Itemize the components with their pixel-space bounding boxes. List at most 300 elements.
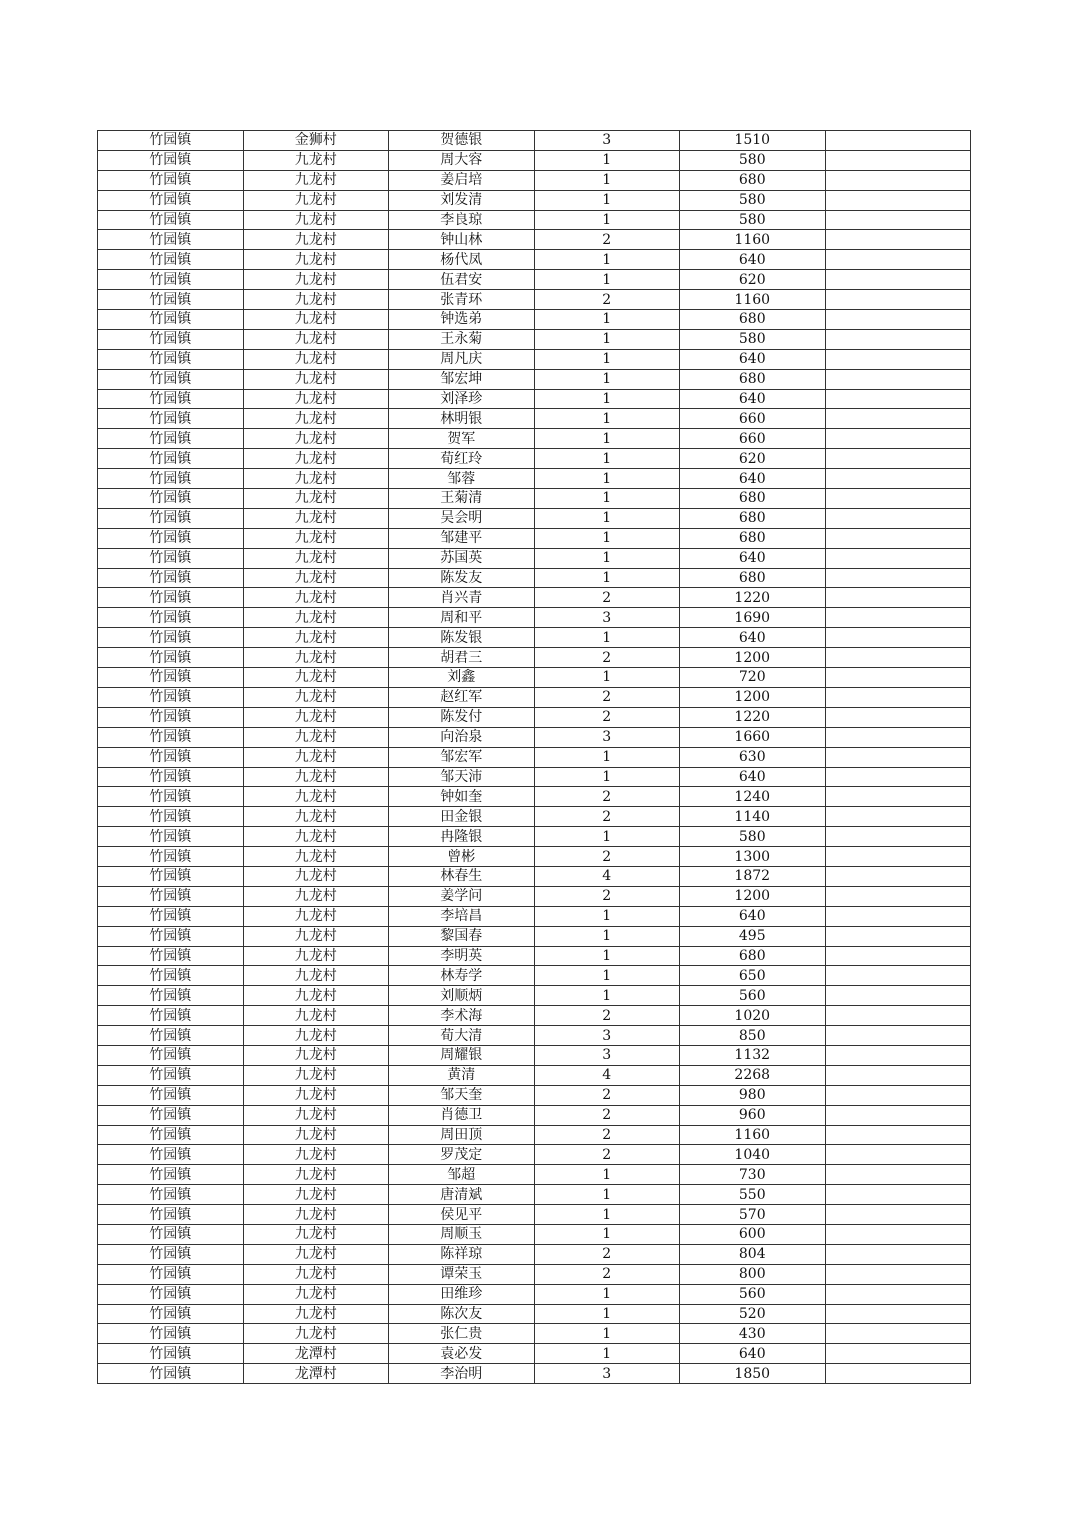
- name-cell: 荀大清: [389, 1026, 535, 1046]
- town-cell: 竹园镇: [98, 1344, 244, 1364]
- village-cell: 九龙村: [243, 349, 389, 369]
- village-cell: 九龙村: [243, 310, 389, 330]
- town-cell: 竹园镇: [98, 1364, 244, 1384]
- table-row: [98, 310, 971, 330]
- amount-cell: 1040: [680, 1145, 826, 1165]
- village-cell: 九龙村: [243, 548, 389, 568]
- amount-cell: 580: [680, 329, 826, 349]
- note-cell: [825, 747, 971, 767]
- amount-cell: 560: [680, 986, 826, 1006]
- amount-cell: 1220: [680, 588, 826, 608]
- name-cell: 荀红玲: [389, 449, 535, 469]
- town-cell: 竹园镇: [98, 329, 244, 349]
- household-size-cell: 3: [534, 608, 680, 628]
- table-row: [98, 1085, 971, 1105]
- table-row: [98, 170, 971, 190]
- town-cell: 竹园镇: [98, 1224, 244, 1244]
- name-cell: 贺军: [389, 429, 535, 449]
- village-cell: 九龙村: [243, 250, 389, 270]
- town-cell: 竹园镇: [98, 250, 244, 270]
- village-cell: 九龙村: [243, 1224, 389, 1244]
- household-size-cell: 2: [534, 1145, 680, 1165]
- note-cell: [825, 1145, 971, 1165]
- note-cell: [825, 1284, 971, 1304]
- town-cell: 竹园镇: [98, 1244, 244, 1264]
- household-size-cell: 3: [534, 131, 680, 151]
- town-cell: 竹园镇: [98, 1065, 244, 1085]
- name-cell: 邹天奎: [389, 1085, 535, 1105]
- name-cell: 邹超: [389, 1165, 535, 1185]
- note-cell: [825, 767, 971, 787]
- name-cell: 周顺玉: [389, 1224, 535, 1244]
- name-cell: 田金银: [389, 807, 535, 827]
- name-cell: 张青环: [389, 290, 535, 310]
- village-cell: 九龙村: [243, 986, 389, 1006]
- table-row: [98, 131, 971, 151]
- table-row: [98, 747, 971, 767]
- amount-cell: 680: [680, 568, 826, 588]
- household-size-cell: 1: [534, 449, 680, 469]
- name-cell: 田维珍: [389, 1284, 535, 1304]
- household-size-cell: 2: [534, 230, 680, 250]
- table-row: [98, 489, 971, 509]
- name-cell: 姜学问: [389, 886, 535, 906]
- amount-cell: 680: [680, 369, 826, 389]
- town-cell: 竹园镇: [98, 1085, 244, 1105]
- name-cell: 邹蓉: [389, 469, 535, 489]
- household-size-cell: 1: [534, 628, 680, 648]
- amount-cell: 1200: [680, 687, 826, 707]
- amount-cell: 960: [680, 1105, 826, 1125]
- note-cell: [825, 1125, 971, 1145]
- household-size-cell: 2: [534, 787, 680, 807]
- amount-cell: 804: [680, 1244, 826, 1264]
- table-row: [98, 409, 971, 429]
- note-cell: [825, 310, 971, 330]
- amount-cell: 640: [680, 548, 826, 568]
- household-size-cell: 1: [534, 190, 680, 210]
- household-size-cell: 1: [534, 508, 680, 528]
- household-size-cell: 1: [534, 747, 680, 767]
- note-cell: [825, 1264, 971, 1284]
- household-size-cell: 4: [534, 1065, 680, 1085]
- note-cell: [825, 1224, 971, 1244]
- household-size-cell: 1: [534, 170, 680, 190]
- amount-cell: 640: [680, 628, 826, 648]
- name-cell: 邹天沛: [389, 767, 535, 787]
- note-cell: [825, 1205, 971, 1225]
- town-cell: 竹园镇: [98, 886, 244, 906]
- village-cell: 九龙村: [243, 1185, 389, 1205]
- town-cell: 竹园镇: [98, 210, 244, 230]
- village-cell: 九龙村: [243, 608, 389, 628]
- amount-cell: 730: [680, 1165, 826, 1185]
- household-size-cell: 1: [534, 150, 680, 170]
- household-size-cell: 2: [534, 588, 680, 608]
- table-row: [98, 230, 971, 250]
- town-cell: 竹园镇: [98, 986, 244, 1006]
- household-size-cell: 1: [534, 250, 680, 270]
- household-size-cell: 4: [534, 866, 680, 886]
- amount-cell: 630: [680, 747, 826, 767]
- table-row: [98, 1045, 971, 1065]
- table-row: [98, 608, 971, 628]
- note-cell: [825, 568, 971, 588]
- household-size-cell: 1: [534, 528, 680, 548]
- amount-cell: 1160: [680, 230, 826, 250]
- amount-cell: 1872: [680, 866, 826, 886]
- amount-cell: 1020: [680, 1006, 826, 1026]
- village-cell: 九龙村: [243, 508, 389, 528]
- note-cell: [825, 1185, 971, 1205]
- household-size-cell: 2: [534, 1105, 680, 1125]
- table-row: [98, 628, 971, 648]
- table-row: [98, 1165, 971, 1185]
- table-row: [98, 827, 971, 847]
- village-cell: 九龙村: [243, 787, 389, 807]
- town-cell: 竹园镇: [98, 548, 244, 568]
- village-cell: 九龙村: [243, 270, 389, 290]
- note-cell: [825, 648, 971, 668]
- amount-cell: 1132: [680, 1045, 826, 1065]
- amount-cell: 660: [680, 409, 826, 429]
- name-cell: 钟选弟: [389, 310, 535, 330]
- village-cell: 九龙村: [243, 1205, 389, 1225]
- name-cell: 吴会明: [389, 508, 535, 528]
- note-cell: [825, 210, 971, 230]
- name-cell: 邹建平: [389, 528, 535, 548]
- amount-cell: 1690: [680, 608, 826, 628]
- town-cell: 竹园镇: [98, 827, 244, 847]
- household-size-cell: 1: [534, 310, 680, 330]
- note-cell: [825, 1244, 971, 1264]
- name-cell: 林春生: [389, 866, 535, 886]
- town-cell: 竹园镇: [98, 528, 244, 548]
- amount-cell: 580: [680, 827, 826, 847]
- amount-cell: 640: [680, 250, 826, 270]
- name-cell: 胡君三: [389, 648, 535, 668]
- town-cell: 竹园镇: [98, 807, 244, 827]
- name-cell: 唐清斌: [389, 1185, 535, 1205]
- village-cell: 九龙村: [243, 926, 389, 946]
- town-cell: 竹园镇: [98, 270, 244, 290]
- village-cell: 九龙村: [243, 588, 389, 608]
- village-cell: 九龙村: [243, 628, 389, 648]
- village-cell: 九龙村: [243, 568, 389, 588]
- amount-cell: 620: [680, 270, 826, 290]
- table-row: [98, 369, 971, 389]
- household-size-cell: 2: [534, 648, 680, 668]
- village-cell: 九龙村: [243, 906, 389, 926]
- name-cell: 王永菊: [389, 329, 535, 349]
- name-cell: 周耀银: [389, 1045, 535, 1065]
- table-row: [98, 329, 971, 349]
- village-cell: 九龙村: [243, 1026, 389, 1046]
- amount-cell: 850: [680, 1026, 826, 1046]
- note-cell: [825, 548, 971, 568]
- name-cell: 周田顶: [389, 1125, 535, 1145]
- note-cell: [825, 449, 971, 469]
- name-cell: 黄清: [389, 1065, 535, 1085]
- amount-cell: 720: [680, 668, 826, 688]
- name-cell: 张仁贵: [389, 1324, 535, 1344]
- note-cell: [825, 946, 971, 966]
- note-cell: [825, 250, 971, 270]
- note-cell: [825, 389, 971, 409]
- note-cell: [825, 190, 971, 210]
- name-cell: 钟如奎: [389, 787, 535, 807]
- note-cell: [825, 807, 971, 827]
- note-cell: [825, 588, 971, 608]
- amount-cell: 1160: [680, 290, 826, 310]
- name-cell: 冉隆银: [389, 827, 535, 847]
- note-cell: [825, 329, 971, 349]
- amount-cell: 650: [680, 966, 826, 986]
- town-cell: 竹园镇: [98, 668, 244, 688]
- table-row: [98, 508, 971, 528]
- household-table: [97, 130, 971, 1384]
- amount-cell: 1660: [680, 727, 826, 747]
- amount-cell: 570: [680, 1205, 826, 1225]
- village-cell: 九龙村: [243, 528, 389, 548]
- town-cell: 竹园镇: [98, 648, 244, 668]
- note-cell: [825, 131, 971, 151]
- household-size-cell: 1: [534, 1284, 680, 1304]
- town-cell: 竹园镇: [98, 1026, 244, 1046]
- table-row: [98, 389, 971, 409]
- note-cell: [825, 787, 971, 807]
- table-row: [98, 250, 971, 270]
- note-cell: [825, 409, 971, 429]
- village-cell: 九龙村: [243, 1105, 389, 1125]
- name-cell: 肖德卫: [389, 1105, 535, 1125]
- village-cell: 九龙村: [243, 1006, 389, 1026]
- town-cell: 竹园镇: [98, 847, 244, 867]
- table-row: [98, 906, 971, 926]
- village-cell: 九龙村: [243, 807, 389, 827]
- household-size-cell: 1: [534, 469, 680, 489]
- village-cell: 九龙村: [243, 150, 389, 170]
- table-row: [98, 946, 971, 966]
- village-cell: 九龙村: [243, 449, 389, 469]
- name-cell: 周凡庆: [389, 349, 535, 369]
- household-size-cell: 1: [534, 1324, 680, 1344]
- town-cell: 竹园镇: [98, 131, 244, 151]
- note-cell: [825, 886, 971, 906]
- village-cell: 九龙村: [243, 489, 389, 509]
- town-cell: 竹园镇: [98, 707, 244, 727]
- note-cell: [825, 1344, 971, 1364]
- town-cell: 竹园镇: [98, 588, 244, 608]
- name-cell: 李治明: [389, 1364, 535, 1384]
- village-cell: 九龙村: [243, 170, 389, 190]
- household-size-cell: 1: [534, 429, 680, 449]
- town-cell: 竹园镇: [98, 1264, 244, 1284]
- household-size-cell: 3: [534, 1026, 680, 1046]
- town-cell: 竹园镇: [98, 926, 244, 946]
- table-row: [98, 926, 971, 946]
- name-cell: 谭荣玉: [389, 1264, 535, 1284]
- table-row: [98, 270, 971, 290]
- table-row: [98, 727, 971, 747]
- note-cell: [825, 349, 971, 369]
- village-cell: 九龙村: [243, 707, 389, 727]
- village-cell: 九龙村: [243, 1045, 389, 1065]
- household-size-cell: 1: [534, 1224, 680, 1244]
- note-cell: [825, 508, 971, 528]
- name-cell: 赵红军: [389, 687, 535, 707]
- village-cell: 九龙村: [243, 767, 389, 787]
- table-row: [98, 1264, 971, 1284]
- household-size-cell: 1: [534, 926, 680, 946]
- table-row: [98, 886, 971, 906]
- household-size-cell: 1: [534, 568, 680, 588]
- village-cell: 九龙村: [243, 1244, 389, 1264]
- village-cell: 九龙村: [243, 1165, 389, 1185]
- name-cell: 黎国春: [389, 926, 535, 946]
- household-size-cell: 1: [534, 767, 680, 787]
- table-row: [98, 568, 971, 588]
- town-cell: 竹园镇: [98, 1284, 244, 1304]
- town-cell: 竹园镇: [98, 150, 244, 170]
- table-row: [98, 429, 971, 449]
- note-cell: [825, 906, 971, 926]
- village-cell: 九龙村: [243, 429, 389, 449]
- village-cell: 九龙村: [243, 389, 389, 409]
- amount-cell: 495: [680, 926, 826, 946]
- name-cell: 贺德银: [389, 131, 535, 151]
- name-cell: 钟山林: [389, 230, 535, 250]
- household-size-cell: 3: [534, 1045, 680, 1065]
- amount-cell: 640: [680, 906, 826, 926]
- household-size-cell: 1: [534, 489, 680, 509]
- table-row: [98, 548, 971, 568]
- village-cell: 九龙村: [243, 290, 389, 310]
- table-row: [98, 1244, 971, 1264]
- name-cell: 曾彬: [389, 847, 535, 867]
- village-cell: 九龙村: [243, 648, 389, 668]
- household-size-cell: 3: [534, 1364, 680, 1384]
- village-cell: 九龙村: [243, 727, 389, 747]
- amount-cell: 1220: [680, 707, 826, 727]
- name-cell: 李明英: [389, 946, 535, 966]
- note-cell: [825, 528, 971, 548]
- household-size-cell: 2: [534, 687, 680, 707]
- note-cell: [825, 150, 971, 170]
- village-cell: 九龙村: [243, 329, 389, 349]
- amount-cell: 600: [680, 1224, 826, 1244]
- household-size-cell: 2: [534, 290, 680, 310]
- note-cell: [825, 668, 971, 688]
- town-cell: 竹园镇: [98, 1145, 244, 1165]
- table-row: [98, 707, 971, 727]
- household-size-cell: 1: [534, 966, 680, 986]
- town-cell: 竹园镇: [98, 170, 244, 190]
- town-cell: 竹园镇: [98, 1006, 244, 1026]
- table-row: [98, 1284, 971, 1304]
- name-cell: 伍君安: [389, 270, 535, 290]
- household-size-cell: 2: [534, 886, 680, 906]
- table-row: [98, 847, 971, 867]
- household-size-cell: 1: [534, 827, 680, 847]
- town-cell: 竹园镇: [98, 349, 244, 369]
- town-cell: 竹园镇: [98, 469, 244, 489]
- village-cell: 龙潭村: [243, 1364, 389, 1384]
- note-cell: [825, 170, 971, 190]
- name-cell: 刘泽珍: [389, 389, 535, 409]
- note-cell: [825, 230, 971, 250]
- town-cell: 竹园镇: [98, 1105, 244, 1125]
- household-size-cell: 1: [534, 1165, 680, 1185]
- name-cell: 向治泉: [389, 727, 535, 747]
- amount-cell: 1200: [680, 648, 826, 668]
- note-cell: [825, 1026, 971, 1046]
- household-size-cell: 2: [534, 1125, 680, 1145]
- village-cell: 九龙村: [243, 1085, 389, 1105]
- town-cell: 竹园镇: [98, 767, 244, 787]
- note-cell: [825, 369, 971, 389]
- amount-cell: 430: [680, 1324, 826, 1344]
- village-cell: 九龙村: [243, 866, 389, 886]
- household-size-cell: 2: [534, 847, 680, 867]
- note-cell: [825, 1085, 971, 1105]
- table-row: [98, 1224, 971, 1244]
- household-size-cell: 1: [534, 548, 680, 568]
- table-row: [98, 1364, 971, 1384]
- amount-cell: 1300: [680, 847, 826, 867]
- household-size-cell: 2: [534, 1085, 680, 1105]
- note-cell: [825, 966, 971, 986]
- note-cell: [825, 1105, 971, 1125]
- village-cell: 九龙村: [243, 687, 389, 707]
- amount-cell: 1140: [680, 807, 826, 827]
- town-cell: 竹园镇: [98, 608, 244, 628]
- amount-cell: 680: [680, 528, 826, 548]
- amount-cell: 520: [680, 1304, 826, 1324]
- household-size-cell: 1: [534, 329, 680, 349]
- household-size-cell: 2: [534, 807, 680, 827]
- household-size-cell: 1: [534, 270, 680, 290]
- town-cell: 竹园镇: [98, 1045, 244, 1065]
- town-cell: 竹园镇: [98, 727, 244, 747]
- household-size-cell: 1: [534, 349, 680, 369]
- amount-cell: 680: [680, 170, 826, 190]
- note-cell: [825, 707, 971, 727]
- household-size-cell: 1: [534, 906, 680, 926]
- town-cell: 竹园镇: [98, 508, 244, 528]
- town-cell: 竹园镇: [98, 866, 244, 886]
- amount-cell: 800: [680, 1264, 826, 1284]
- name-cell: 王菊清: [389, 489, 535, 509]
- name-cell: 陈次友: [389, 1304, 535, 1324]
- note-cell: [825, 727, 971, 747]
- amount-cell: 660: [680, 429, 826, 449]
- village-cell: 九龙村: [243, 1304, 389, 1324]
- name-cell: 刘顺炳: [389, 986, 535, 1006]
- name-cell: 李良琼: [389, 210, 535, 230]
- note-cell: [825, 469, 971, 489]
- amount-cell: 640: [680, 469, 826, 489]
- note-cell: [825, 1006, 971, 1026]
- table-row: [98, 449, 971, 469]
- note-cell: [825, 687, 971, 707]
- household-size-cell: 2: [534, 1006, 680, 1026]
- table-row: [98, 687, 971, 707]
- note-cell: [825, 847, 971, 867]
- table-row: [98, 1324, 971, 1344]
- town-cell: 竹园镇: [98, 429, 244, 449]
- name-cell: 杨代凤: [389, 250, 535, 270]
